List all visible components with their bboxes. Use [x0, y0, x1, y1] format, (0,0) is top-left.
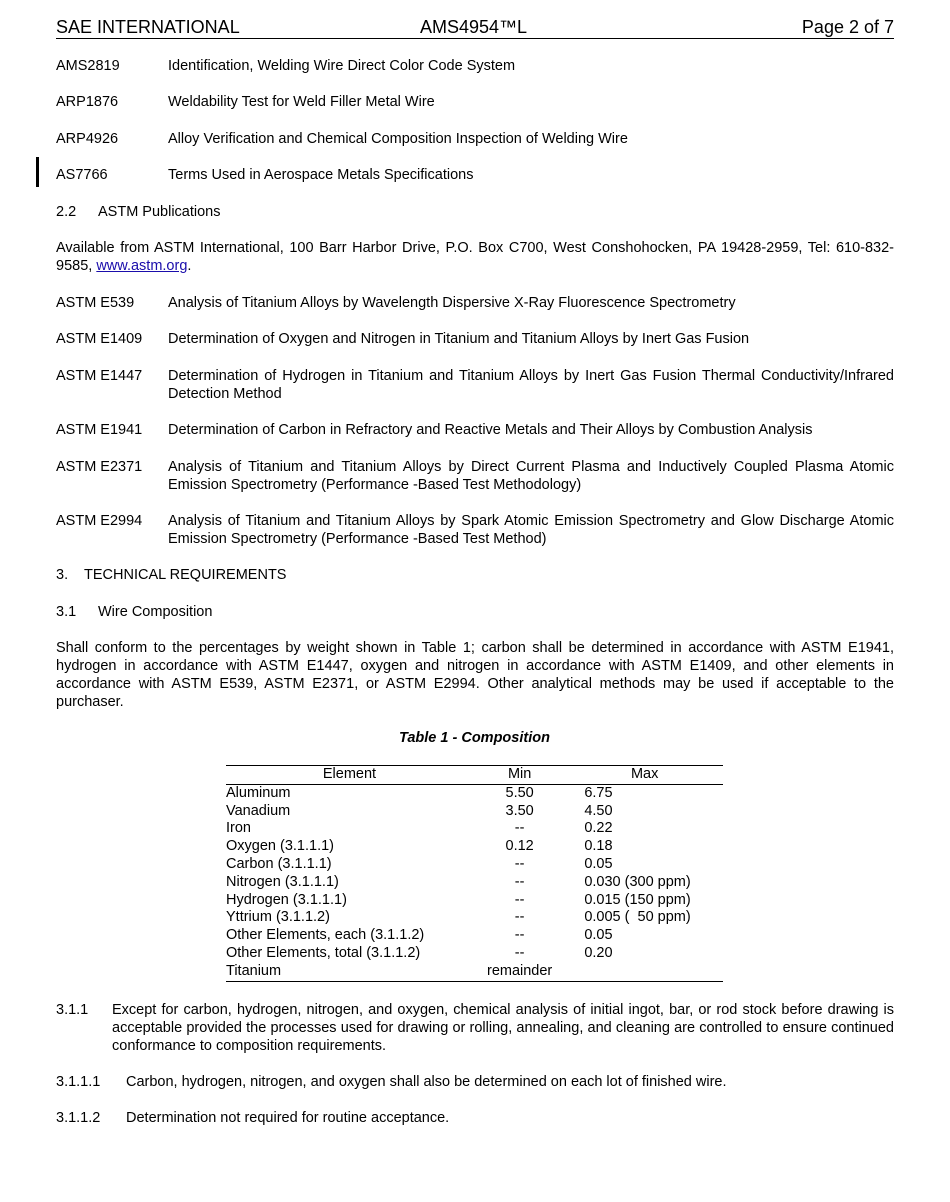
- reference-code: ASTM E2371: [56, 459, 143, 475]
- composition-table: [226, 765, 723, 982]
- element-cell: Other Elements, each (3.1.1.2): [226, 927, 425, 944]
- table-row: [226, 892, 723, 910]
- reference-item: [56, 330, 894, 348]
- reference-code: ARP1876: [56, 94, 119, 110]
- astm-website-link[interactable]: www.astm.org: [96, 258, 188, 274]
- table-row: [226, 909, 723, 927]
- min-cell: --: [514, 891, 525, 908]
- table-row: [226, 856, 723, 874]
- reference-item: [56, 294, 894, 312]
- reference-item: [56, 367, 894, 403]
- header-doc-number: AMS4954™L: [420, 17, 528, 37]
- table-row: [226, 838, 723, 856]
- reference-item: [56, 458, 894, 494]
- reference-code: ASTM E539: [56, 295, 135, 311]
- reference-title: Weldability Test for Weld Filler Metal Wire: [168, 94, 435, 110]
- table-row: [226, 874, 723, 892]
- header-org: SAE INTERNATIONAL: [56, 17, 240, 37]
- max-cell: 6.75: [584, 784, 613, 801]
- max-cell: 0.005 ( 50 ppm): [584, 909, 691, 926]
- reference-item: [56, 57, 894, 75]
- element-cell: Vanadium: [226, 802, 291, 819]
- max-cell: 0.22: [584, 820, 613, 837]
- revision-change-bar: [36, 157, 39, 187]
- section-text: Determination not required for routine acceptance.: [126, 1110, 450, 1126]
- section-heading-3: [56, 566, 286, 584]
- section-title: TECHNICAL REQUIREMENTS: [84, 567, 287, 583]
- min-cell: --: [514, 873, 525, 890]
- element-cell: Hydrogen (3.1.1.1): [226, 891, 347, 908]
- min-cell: 0.12: [505, 838, 534, 855]
- element-cell: Titanium: [226, 962, 282, 979]
- element-cell: Other Elements, total (3.1.1.2): [226, 944, 421, 961]
- table-row: [226, 784, 723, 802]
- element-cell: Aluminum: [226, 784, 291, 801]
- reference-code: ASTM E1409: [56, 331, 143, 347]
- reference-item: [56, 93, 894, 111]
- astm-availability-paragraph: [56, 239, 894, 275]
- reference-code: AS7766: [56, 167, 108, 183]
- reference-item: [56, 130, 894, 148]
- table-row: [226, 963, 723, 981]
- reference-code: ASTM E2994: [56, 513, 143, 529]
- element-cell: Oxygen (3.1.1.1): [226, 838, 334, 855]
- max-cell: 0.20: [584, 944, 613, 961]
- section-title: Wire Composition: [98, 604, 213, 620]
- column-header-max: Max: [566, 766, 723, 785]
- reference-item: [56, 512, 894, 548]
- section-3-1-1: [56, 1001, 894, 1055]
- table-row: [226, 927, 723, 945]
- reference-title: Analysis of Titanium Alloys by Wavelength Dispersive X-Ray Fluorescence Spectrometry: [168, 295, 736, 311]
- min-cell: remainder: [486, 962, 553, 979]
- availability-text: Available from ASTM International, 100 Barr Harbor Drive, P.O. Box C700, West Conshohocken, PA 19428-2959, Tel: 610-832-9585,: [56, 240, 894, 274]
- max-cell: 4.50: [584, 802, 613, 819]
- element-cell: Nitrogen (3.1.1.1): [226, 873, 339, 890]
- section-title: ASTM Publications: [98, 204, 221, 220]
- reference-title: Analysis of Titanium and Titanium Alloys by Direct Current Plasma and Inductively Coupled Plasma Atomic Emission Spectrometry (Performance -Based Test Methodology): [168, 459, 894, 493]
- column-header-min: Min: [473, 766, 566, 785]
- reference-code: ARP4926: [56, 131, 119, 147]
- section-3-1-1-1: [56, 1073, 894, 1091]
- min-cell: --: [514, 820, 525, 837]
- availability-end: .: [187, 258, 192, 274]
- table-header-row: [226, 766, 723, 785]
- reference-item: [56, 421, 894, 439]
- max-cell: 0.18: [584, 838, 613, 855]
- table-caption: Table 1 - Composition: [399, 730, 550, 746]
- min-cell: 5.50: [505, 784, 534, 801]
- min-cell: 3.50: [505, 802, 534, 819]
- section-number: 3.1.1.1: [56, 1074, 101, 1090]
- reference-title: Determination of Carbon in Refractory and Reactive Metals and Their Alloys by Combustion Analysis: [168, 422, 813, 438]
- section-number: 3.1.1.2: [56, 1110, 101, 1126]
- page-header: [56, 17, 894, 39]
- section-heading-3-1: [56, 603, 212, 621]
- section-number: 2.2: [56, 204, 77, 220]
- min-cell: --: [514, 855, 525, 872]
- reference-code: ASTM E1447: [56, 368, 143, 384]
- section-text: Except for carbon, hydrogen, nitrogen, and oxygen, chemical analysis of initial ingot, bar, or rod stock before drawing is acceptable provided the processes used for drawing or rolling, annealing, and cleaning are controlled to ensure continued conformance to composition requirements.: [112, 1002, 894, 1054]
- section-number: 3.: [56, 567, 69, 583]
- min-cell: --: [514, 909, 525, 926]
- wire-composition-paragraph: Shall conform to the percentages by weight shown in Table 1; carbon shall be determined in accordance with ASTM E1941, hydrogen in accordance with ASTM E1447, oxygen and nitrogen in accordance with ASTM E1409, and other elements in accordance with ASTM E539, ASTM E2371, or ASTM E2994. Other analytical methods may be used if acceptable to the purchaser.: [56, 640, 894, 710]
- section-text: Carbon, hydrogen, nitrogen, and oxygen shall also be determined on each lot of finished wire.: [126, 1074, 727, 1090]
- reference-code: AMS2819: [56, 58, 120, 74]
- reference-title: Terms Used in Aerospace Metals Specifications: [168, 167, 474, 183]
- reference-title: Determination of Hydrogen in Titanium and Titanium Alloys by Inert Gas Fusion Thermal Conductivity/Infrared Detection Method: [168, 368, 894, 402]
- element-cell: Carbon (3.1.1.1): [226, 855, 332, 872]
- max-cell: 0.030 (300 ppm): [584, 873, 691, 890]
- min-cell: --: [514, 944, 525, 961]
- table-row: [226, 945, 723, 963]
- reference-title: Determination of Oxygen and Nitrogen in Titanium and Titanium Alloys by Inert Gas Fusion: [168, 331, 750, 347]
- element-cell: Yttrium (3.1.1.2): [226, 909, 330, 926]
- max-cell: 0.015 (150 ppm): [584, 891, 691, 908]
- header-page-number: Page 2 of 7: [801, 17, 894, 37]
- reference-code: ASTM E1941: [56, 422, 143, 438]
- element-cell: Iron: [226, 820, 251, 837]
- max-cell: [566, 963, 723, 981]
- section-number: 3.1: [56, 604, 77, 620]
- reference-title: Alloy Verification and Chemical Composition Inspection of Welding Wire: [168, 131, 628, 147]
- section-3-1-1-2: [56, 1109, 894, 1127]
- reference-title: Identification, Welding Wire Direct Color Code System: [168, 58, 516, 74]
- reference-item: [56, 166, 894, 184]
- max-cell: 0.05: [584, 927, 613, 944]
- max-cell: 0.05: [584, 855, 613, 872]
- reference-title: Analysis of Titanium and Titanium Alloys by Spark Atomic Emission Spectrometry and Glow Discharge Atomic Emission Spectrometry (Performance -Based Test Method): [168, 513, 894, 547]
- section-number: 3.1.1: [56, 1002, 89, 1018]
- table-row: [226, 820, 723, 838]
- table-row: [226, 803, 723, 821]
- column-header-element: Element: [226, 766, 473, 785]
- min-cell: --: [514, 927, 525, 944]
- section-heading-2-2: [56, 203, 221, 221]
